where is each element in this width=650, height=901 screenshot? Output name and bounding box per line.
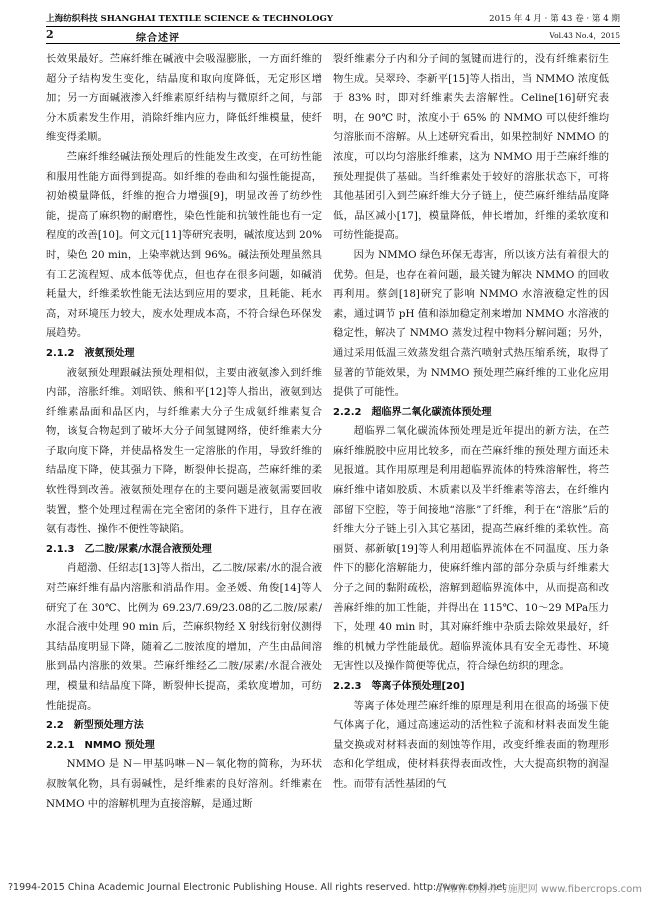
body-paragraph: NMMO 是 N－甲基吗啉－N－氧化物的简称，为环状叔胺氧化物，具有弱碱性，是纤维素的良好溶剂。纤维素在 NMMO 中的溶解机理为直接溶解，是通过断 xyxy=(46,758,322,810)
section-heading: 2.2.3 等离子体预处理[20] xyxy=(333,681,465,692)
section-heading: 2.2 新型预处理方法 xyxy=(46,720,144,732)
issue-info: 2015 年 4 月 · 第 43 卷 · 第 4 期 xyxy=(489,14,620,24)
body-paragraph: 超临界二氧化碳流体预处理是近年提出的新方法，在苎麻纤维脱胶中应用比较多，而在苎麻纤维的预处理方面还未见报道。其作用原理是利用超临界流体的特殊溶解性，将苎麻纤维中诸如胶质、木质素以及半纤维素等溶去，在纤维内部留下空腔，等于间接地“溶胀”了纤维，利于在“溶胀”后的纤维大分子链上引入其它基团，提高苎麻纤维的柔软性。高丽贤、郝新敏[19]等人利用超临界流体在不同温度、压力条件下的膨化溶解能力，使麻纤维内部的部分杂质与纤维素大分子之间的黏附疏松，溶解到超临界流体中，从而提高和改善麻纤维的加工性能，并得出在 115℃、10～29 MPa压力下，处理 40 min 时，其对麻纤维中杂质去除效果最好，纤维的机械力学性能最优。超临界流体具有安全无毒性、环境无害性以及操作简便等优点，符合绿色纺织的理念。 xyxy=(333,425,609,673)
body-paragraph: 液氨预处理跟碱法预处理相似，主要由液氨渗入到纤维内部，溶胀纤维。刘昭铁、熊和平[12]等人指出，液氨到达纤维素晶面和晶区内，与纤维素大分子生成氨纤维素复合物，该复合物起到了破坏大分子间氢键网络，使纤维素大分子取向度下降，并使晶格发生一定溶胀的作用，导致纤维的结晶度下降，使其强力下降，断裂伸长提高，苎麻纤维的柔软性得到改善。液氨预处理存在的主要问题是液氨需要回收装置，整个处理过程需在完全密闭的条件下进行，且存在液氨有毒性、操作不便性等缺陷。 xyxy=(46,366,322,536)
left-column xyxy=(46,50,322,814)
section-heading: 2.1.2 液氨预处理 xyxy=(46,347,135,359)
section-header xyxy=(46,29,620,44)
copyright-footer: ?1994-2015 China Academic Journal Electronic Publishing House. All rights reserved. http://www.cnki.net xyxy=(8,882,506,893)
body-paragraph: 因为 NMMO 绿色环保无毒害，所以该方法有着很大的优势。但是，也存在着问题，最关键为解决 NMMO 的回收再利用。蔡剑[18]研究了影响 NMMO 水溶液稳定性的因素，通过调节 pH 值和添加稳定剂来增加 NMMO 水溶液的稳定性，解决了 NMMO 蒸发过程中物料分解问题；另外，通过采用低温三效蒸发组合蒸汽喷射式热压缩系统，取得了显著的节能效果，为 NMMO 预处理苎麻纤维的工业化应用提供了可能性。 xyxy=(333,248,609,399)
journal-name: 上海纺织科技 SHANGHAI TEXTILE SCIENCE & TECHNOLOGY xyxy=(46,14,334,24)
section-title: 综合述评 xyxy=(136,33,180,44)
body-paragraph: 长效果最好。苎麻纤维在碱液中会吸湿膨胀，一方面纤维的超分子结构发生变化，结晶度和取向度降低，无定形区增加；另一方面碱液渗入纤维素原纤结构与微原纤之间，与部分木质素发生作用，消除纤维内应力，降低纤维模量，使纤维变得柔顺。 xyxy=(46,53,322,144)
volume-info: Vol.43 No.4，2015 xyxy=(549,31,620,40)
watermark-text: 纤维作物营养与施肥网 www.fibercrops.com xyxy=(437,884,642,895)
running-header xyxy=(46,10,620,27)
body-paragraph: 裂纤维素分子内和分子间的氢键而进行的，没有纤维素衍生物生成。吴翠玲、李新平[15]等人指出，当 NMMO 浓度低于 83% 时，即对纤维素失去溶解性。Celine[16]研究表明，在 90℃ 时，浓度小于 65% 的 NMMO 可以使纤维均匀溶胀而不溶解。从上述研究看出，如果控制好 NMMO 的浓度，可以均匀溶胀纤维素，这为 NMMO 用于苎麻纤维的预处理提供了基础。当纤维素处于较好的溶胀状态下，可将其他基团引入到苎麻纤维大分子链上，使苎麻纤维结晶度降低，晶区减小[17]，模量降低，伸长增加，纤维的柔软度和可纺性能提高。 xyxy=(333,53,609,242)
body-paragraph: 等离子体处理苎麻纤维的原理是利用在很高的场强下使气体离子化，通过高速运动的活性粒子流和材料表面发生能量交换或对材料表面的刻蚀等作用，改变纤维表面的物理形态和化学组成，使材料获得表面改性，大大提高织物的润湿性。而带有活性基团的气 xyxy=(333,699,609,790)
body-paragraph: 肖超渤、任绍志[13]等人指出，乙二胺/尿素/水的混合液对苎麻纤维有晶内溶胀和消晶作用。金圣媛、角俊[14]等人研究了在 30℃、比例为 69.23/7.69/23.08的乙二胺/尿素/水混合液中处理 90 min 后，苎麻织物经 X 射线衍射仪测得其结晶度明显下降，随着乙二胺浓度的增加，产生由晶间溶胀到晶内溶胀的效果。苎麻纤维经乙二胺/尿素/水混合液处理，模量和结晶度下降，断裂伸长提高，柔软度增加，可纺性能提高。 xyxy=(46,562,322,712)
section-heading: 2.2.1 NMMO 预处理 xyxy=(46,739,155,751)
section-heading: 2.2.2 超临界二氧化碳流体预处理 xyxy=(333,406,492,418)
section-heading: 2.1.3 乙二胺/尿素/水混合液预处理 xyxy=(46,543,212,555)
body-paragraph: 苎麻纤维经碱法预处理后的性能发生改变，在可纺性能和服用性能方面得到提高。如纤维的卷曲和勾强性能提高，初始模量降低，纤维的抱合力增强[9]，明显改善了纺纱性能，提高了麻织物的耐磨性，染色性能和抗皱性能也有一定程度的改善[10]。何文元[11]等研究表明，碱浓度达到 20%时，染色 20 min，上染率就达到 96%。碱法预处理虽然具有工艺流程短、成本低等优点，但也存在很多问题，如碱消耗量大，纤维柔软性能无法达到应用的要求，且耗能、耗水高，对环境压力较大，废水处理成本高，不符合绿色环保发展趋势。 xyxy=(46,150,322,340)
right-column xyxy=(333,50,609,795)
page-number: 2 xyxy=(46,28,54,41)
